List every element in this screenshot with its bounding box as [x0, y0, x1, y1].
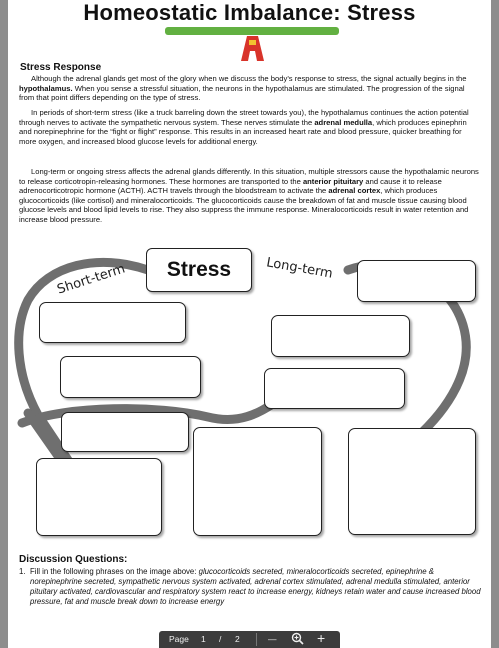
- zoom-in-button[interactable]: +: [317, 630, 326, 646]
- paragraph-3: Long-term or ongoing stress affects the adrenal glands differently. In this situation, multiple stressors cause the hypothalamic neurons to release corticotropin-releasing hormones. These hormones are transported to the anterior pituitary and cause it to release adrenocorticotropic hormone (ACTH). ACTH travels through the bloodstream to activate the adrenal cortex, which produces glucocorticoids (like cortisol) and mineralocorticoids. The glucocorticoids cause the breakdown of fat and muscle tissue causing blood glucose levels and blood lipid levels to rise. They also suppress the immune response. Mineralocorticoids result in water retention and increase blood pressure.: [19, 167, 479, 224]
- page-title: Homeostatic Imbalance: Stress: [83, 0, 416, 25]
- stress-center-box: Stress: [146, 248, 252, 292]
- section-heading: Stress Response: [20, 62, 102, 73]
- seesaw-fulcrum: [241, 36, 264, 61]
- pdf-page-toolbar: [159, 631, 340, 648]
- toolbar-divider: [256, 633, 257, 646]
- fill-in-box-5[interactable]: [264, 368, 405, 409]
- fill-in-box-7[interactable]: [36, 458, 162, 536]
- paragraph-1: Although the adrenal glands get most of the glory when we discuss the body’s response to stress, the signal actually begins in the hypothalamus. When you sense a stressful situation, the neurons in the hypothalamus are stimulated. The progression of the signal from that point differs depending on the type of stress.: [19, 74, 467, 103]
- magnifier-plus-icon: [291, 632, 304, 645]
- seesaw-illustration: [163, 27, 343, 63]
- zoom-out-button[interactable]: —: [268, 634, 277, 644]
- paragraph-2: In periods of short-term stress (like a truck barreling down the street towards you), the hypothalamus continues the action potential through nerves to activate the sympathetic nervous system. These nerves stimulate the adrenal medulla, which produces epinephrin and norepinephrine for the “fight or flight” response. This results in an increased heart rate and blood pressure, quicker breathing for more oxygen, and increased blood glucose levels for additional energy.: [19, 108, 469, 146]
- total-pages: 2: [235, 634, 240, 644]
- seesaw-beam: [165, 27, 339, 35]
- fill-in-box-9[interactable]: [348, 428, 476, 535]
- zoom-in-icon[interactable]: [291, 632, 304, 647]
- page-separator: /: [219, 634, 222, 644]
- current-page-number[interactable]: 1: [201, 634, 206, 644]
- long-term-label: Long-term: [265, 255, 334, 282]
- fill-in-box-6[interactable]: [61, 412, 189, 452]
- document-page: [8, 0, 491, 648]
- discussion-heading: Discussion Questions:: [19, 554, 128, 565]
- fill-in-box-4[interactable]: [60, 356, 201, 398]
- short-term-label: Short-term: [55, 261, 128, 298]
- fill-in-box-2[interactable]: [39, 302, 186, 343]
- discussion-question-1: 1. Fill in the following phrases on the image above: glucocorticoids secreted, mineralocorticoids secreted, epinephrine & norepinephrine secreted, sympathetic nervous system activated, adrenal cortex stimulated, adrenal medulla stimulated, anterior pituitary activated, cardiovascular and respiratory system react to increase energy, kidneys retain water and cause increased blood pressure, fat and muscle break down to increase energy: [19, 567, 481, 607]
- page-label: Page: [169, 634, 189, 644]
- fill-in-box-3[interactable]: [271, 315, 410, 357]
- fill-in-box-8[interactable]: [193, 427, 322, 536]
- fill-in-box-1[interactable]: [357, 260, 476, 302]
